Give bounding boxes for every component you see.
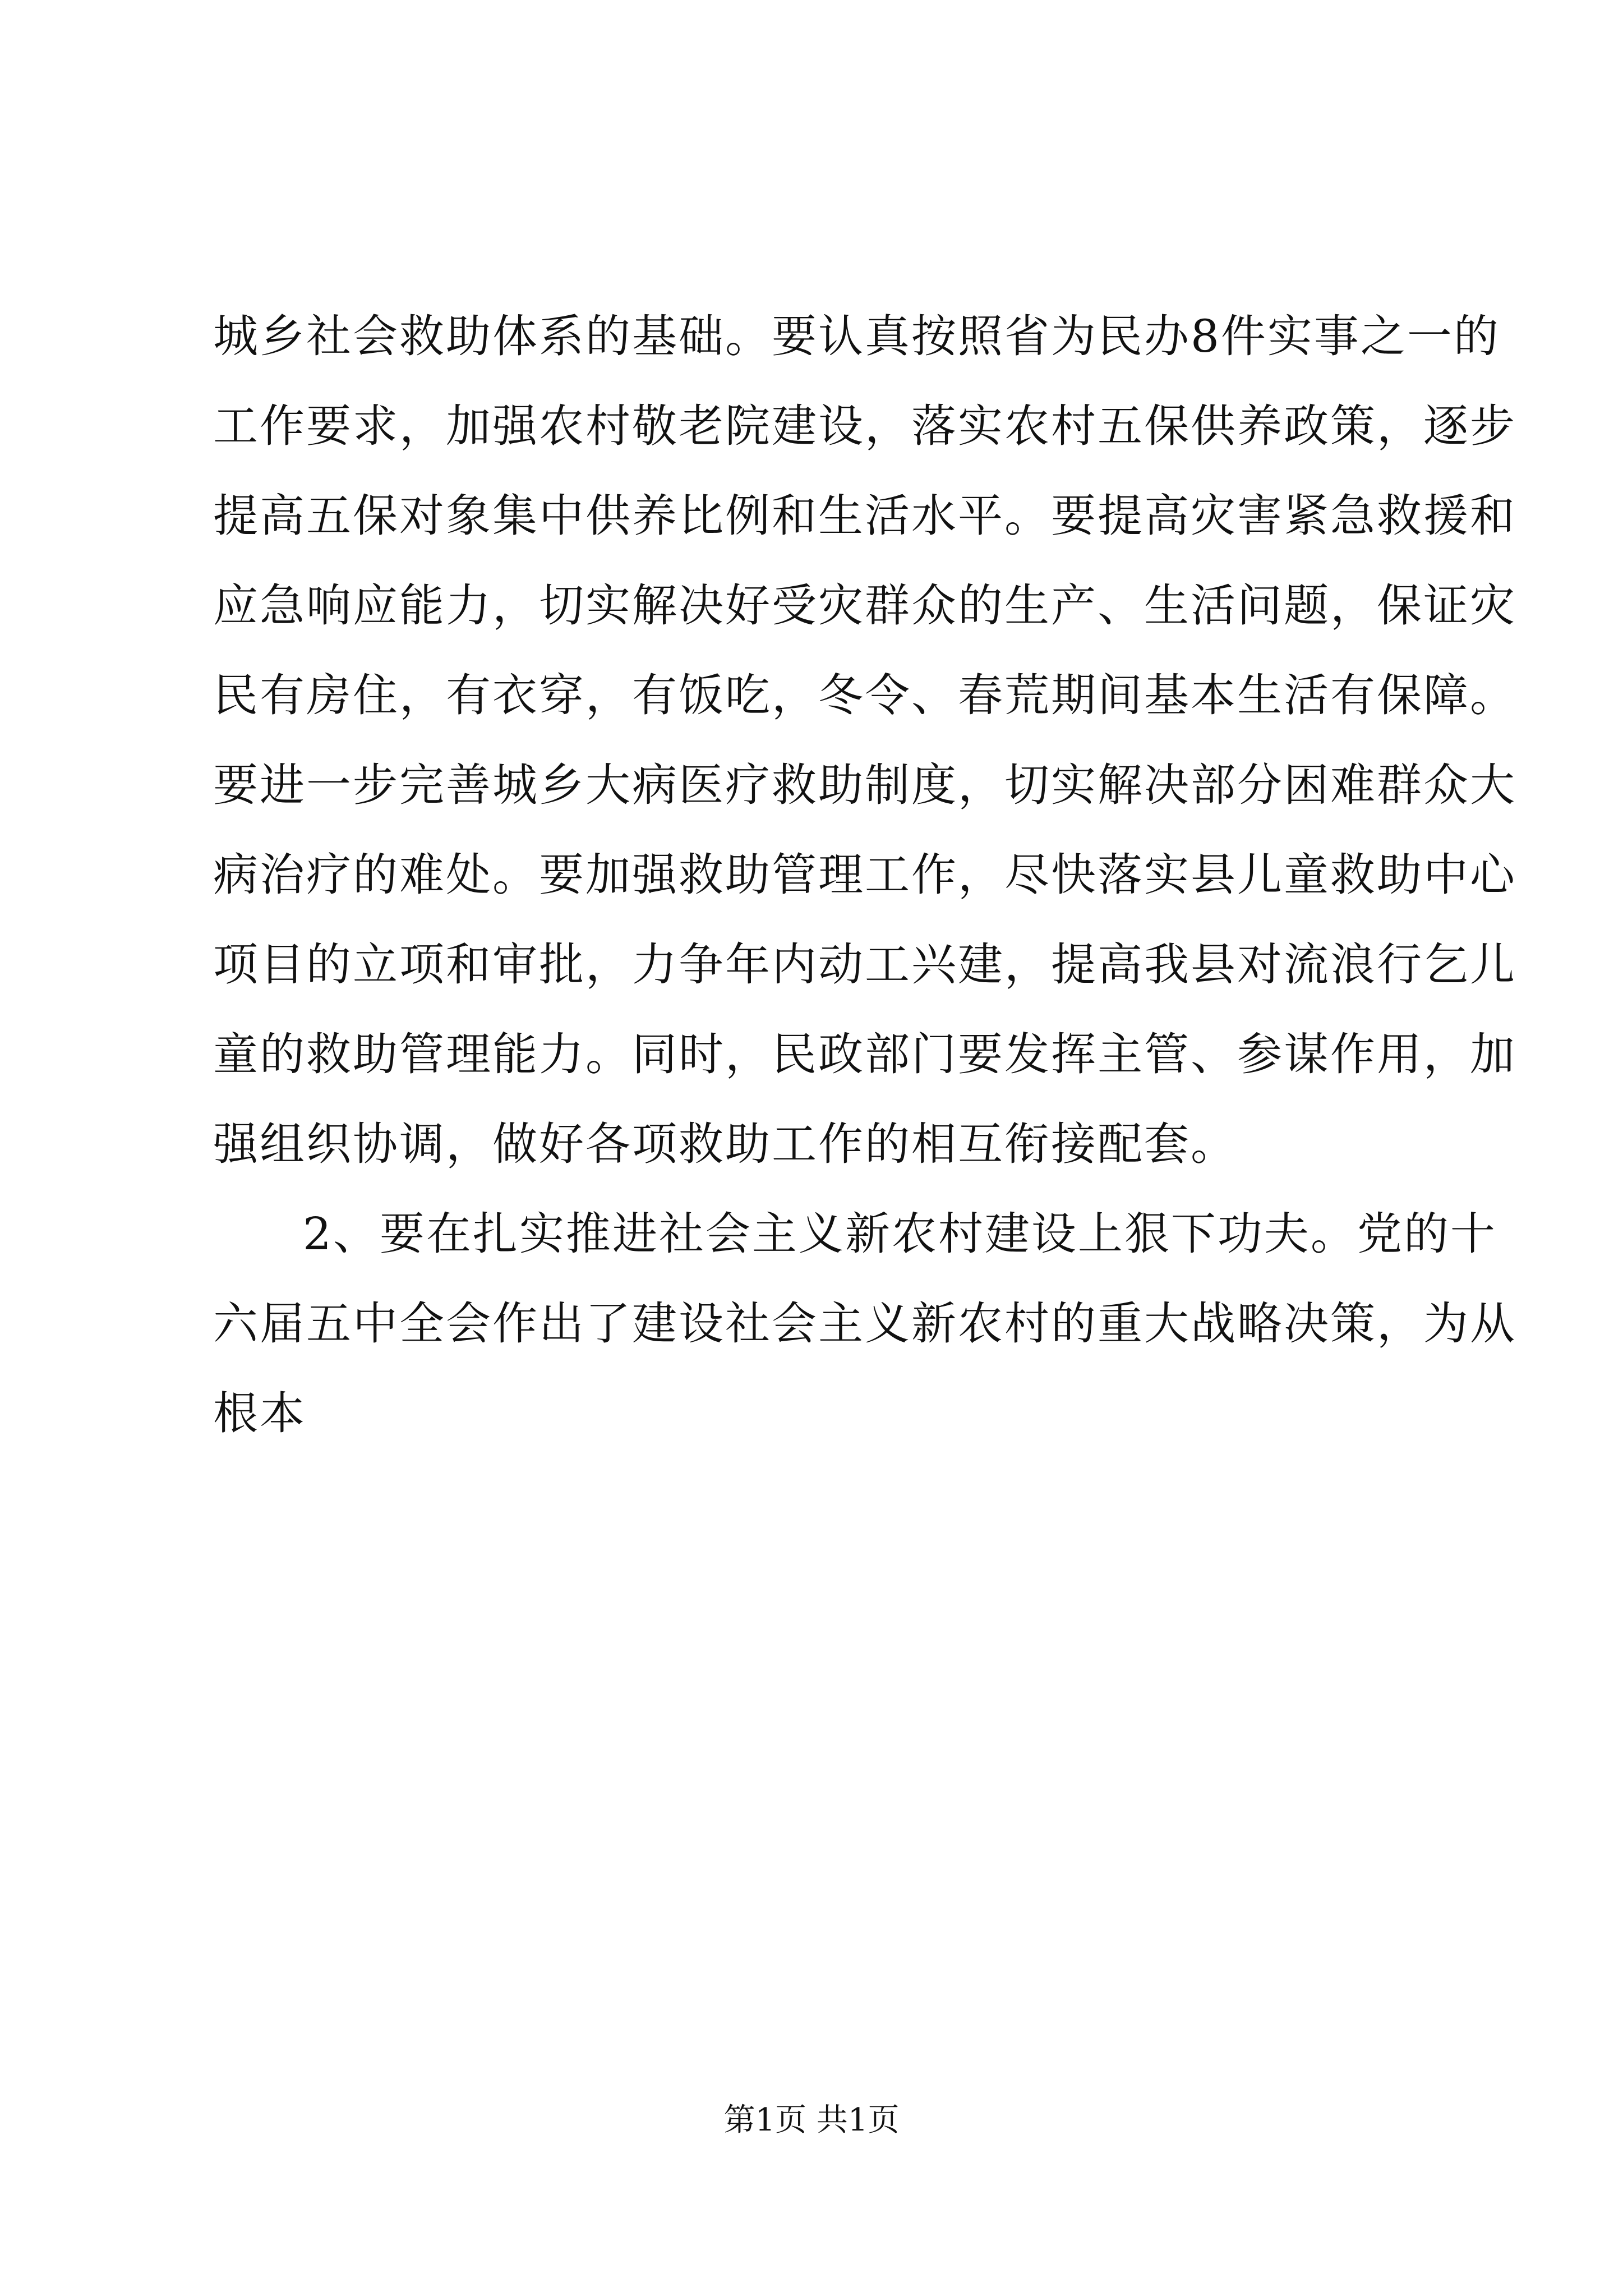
body-text (213, 292, 1516, 1458)
text-line: 强组织协调，做好各项救助工作的相互衔接配套。 (213, 1118, 1237, 1170)
text-line: 要进一步完善城乡大病医疗救助制度，切实解决部分困难群众大 (213, 759, 1516, 811)
text-line: 项目的立项和审批，力争年内动工兴建，提高我县对流浪行乞儿 (213, 938, 1516, 991)
text-line: 提高五保对象集中供养比例和生活水平。要提高灾害紧急救援和 (213, 490, 1516, 542)
page-number-footer: 第1页 共1页 (723, 2102, 900, 2138)
text-line: 童的救助管理能力。同时，民政部门要发挥主管、参谋作用，加 (213, 1028, 1516, 1080)
text-line: 病治疗的难处。要加强救助管理工作，尽快落实县儿童救助中心 (213, 849, 1516, 901)
text-line: 民有房住，有衣穿，有饭吃，冬令、春荒期间基本生活有保障。 (213, 669, 1516, 721)
text-line: 六届五中全会作出了建设社会主义新农村的重大战略决策，为从 (213, 1297, 1516, 1350)
text-line: 城乡社会救助体系的基础。要认真按照省为民办8件实事之一的 (213, 310, 1500, 362)
text-line: 工作要求，加强农村敬老院建设，落实农村五保供养政策，逐步 (213, 400, 1516, 452)
paragraph-start-line: 2、要在扎实推进社会主义新农村建设上狠下功夫。党的十 (303, 1208, 1497, 1260)
text-line: 应急响应能力，切实解决好受灾群众的生产、生活问题，保证灾 (213, 579, 1516, 632)
text-line: 根本 (213, 1387, 306, 1439)
